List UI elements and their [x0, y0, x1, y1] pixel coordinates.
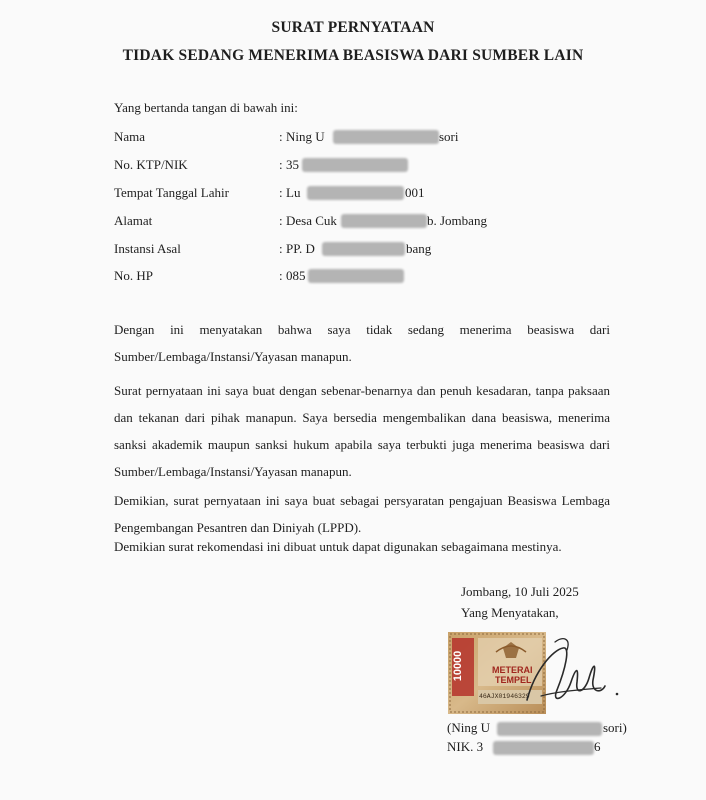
signer-nik-start: NIK. 3 — [447, 739, 484, 754]
signer-name-end: sori) — [603, 720, 627, 735]
field-label: Instansi Asal — [114, 241, 181, 256]
field-label: Tempat Tanggal Lahir — [114, 185, 229, 200]
field-separator: : — [279, 241, 283, 256]
consent-paragraph: Surat pernyataan ini saya buat dengan sebenar-benarnya dan penuh kesadaran, tanpa paksaan dan tekanan dari pihak manapun. Saya bersedia mengembalikan dana beasiswa, menerima sanksi akademik maupun sanksi hukum apabila saya terbukti juga menerima beasiswa dari Sumber/Lembaga/Instansi/Yayasan manapun. — [114, 383, 610, 479]
field-value-tail: 001 — [405, 185, 425, 200]
field-separator: : — [279, 185, 283, 200]
signer-nik-end: 6 — [594, 739, 601, 754]
redaction-bar — [341, 214, 427, 228]
redaction-bar — [493, 741, 594, 755]
field-value: Desa Cuk — [286, 213, 337, 228]
stamp-value-text: 10000 — [452, 650, 464, 682]
place-date: Jombang, 10 Juli 2025 — [461, 584, 579, 599]
stamp-label-tempel: TEMPEL — [495, 675, 532, 685]
closing-text: Yang Menyatakan, — [461, 605, 559, 620]
redaction-bar — [333, 130, 439, 144]
redaction-bar — [302, 158, 408, 172]
intro-text: Yang bertanda tangan di bawah ini: — [114, 100, 298, 115]
field-label: Alamat — [114, 213, 153, 228]
field-value: Lu — [286, 185, 301, 200]
redaction-bar — [322, 242, 405, 256]
field-value-tail: bang — [406, 241, 432, 256]
signer-nik — [447, 739, 601, 755]
statement-paragraph: Dengan ini menyatakan bahwa saya tidak sedang menerima beasiswa dari Sumber/Lembaga/Instansi/Yayasan manapun. — [114, 322, 610, 364]
signer-name — [447, 720, 627, 736]
field-separator: : — [279, 268, 283, 283]
document-subtitle: TIDAK SEDANG MENERIMA BEASISWA DARI SUMBER LAIN — [122, 47, 584, 64]
purpose-paragraph: Demikian, surat pernyataan ini saya buat sebagai persyaratan pengajuan Beasiswa Lembaga Pengembangan Pesantren dan Diniyah (LPPD). — [114, 493, 610, 535]
stamp-label-meterai: METERAI — [492, 665, 533, 675]
field-value: 35 — [286, 157, 299, 172]
field-label: Nama — [114, 129, 146, 144]
field-separator: : — [279, 157, 283, 172]
document-title: SURAT PERNYATAAN — [271, 19, 435, 36]
field-value: 085 — [286, 268, 306, 283]
handwritten-signature — [505, 630, 630, 718]
field-separator: : — [279, 213, 283, 228]
closing-paragraph: Demikian surat rekomendasi ini dibuat untuk dapat digunakan sebagaimana mestinya. — [114, 539, 562, 554]
field-label: No. KTP/NIK — [114, 157, 188, 172]
field-label: No. HP — [114, 268, 154, 283]
stamp-serial: 46AJX01946329 — [479, 693, 530, 700]
signer-name-start: (Ning U — [447, 720, 490, 735]
field-separator: : — [279, 129, 283, 144]
field-value: Ning U — [286, 129, 325, 144]
field-value-tail: b. Jombang — [427, 213, 487, 228]
redaction-bar — [497, 722, 602, 736]
redaction-bar — [308, 269, 404, 283]
field-value-tail: sori — [439, 129, 459, 144]
field-value: PP. D — [286, 241, 315, 256]
redaction-bar — [307, 186, 404, 200]
